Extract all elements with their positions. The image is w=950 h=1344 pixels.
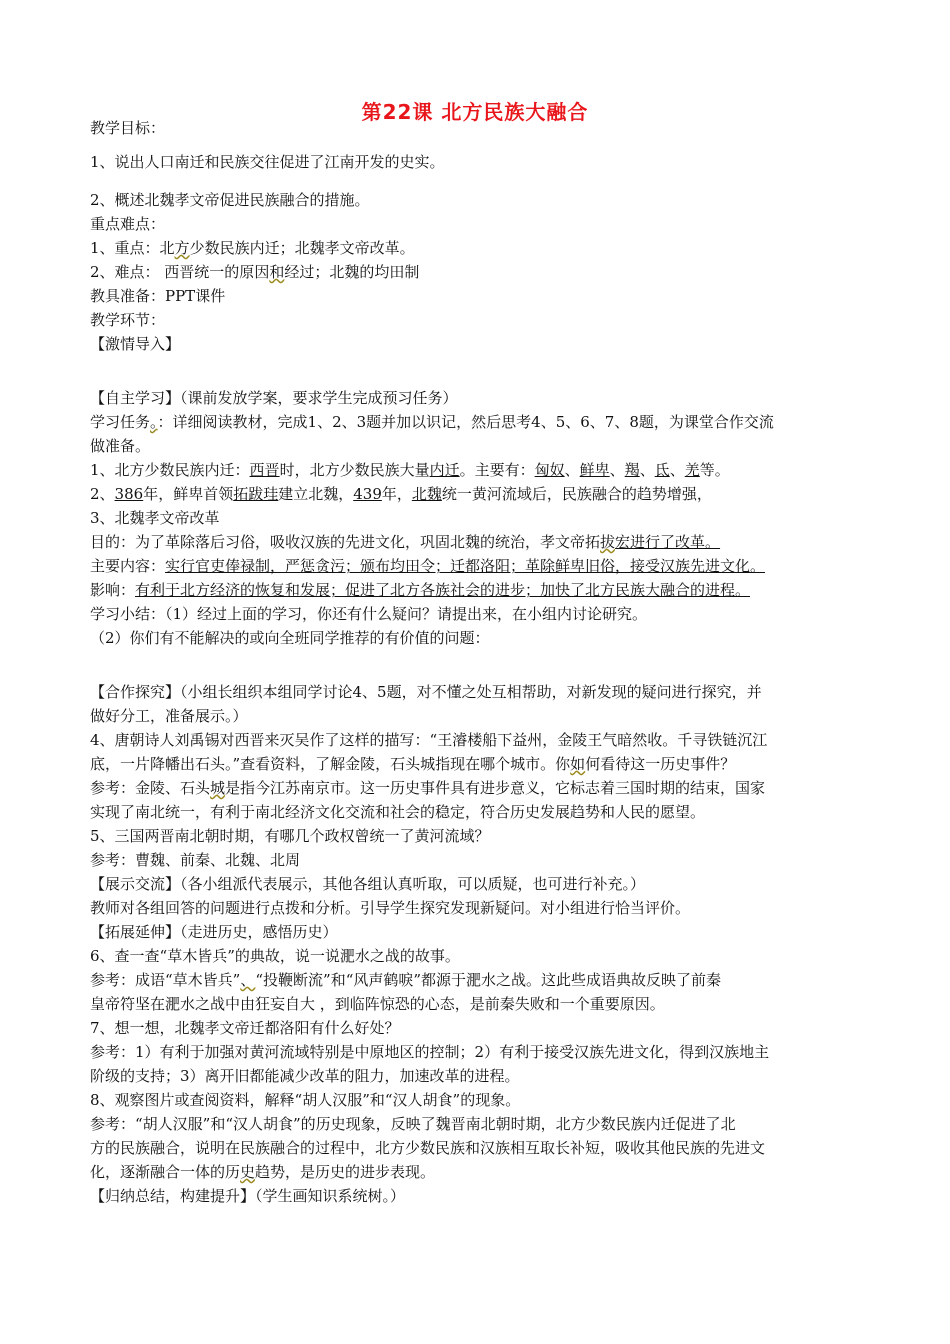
text-line xyxy=(90,506,880,530)
text-line xyxy=(90,332,880,356)
text-segment: 时，北方少数民族大量 xyxy=(279,461,430,479)
text-line xyxy=(90,530,880,554)
text-segment: 、 xyxy=(609,461,625,479)
text-segment: 2、难点： 西晋统一的原因 xyxy=(90,263,270,281)
text-segment: 方 xyxy=(174,239,190,257)
text-segment: 宏进行了改革。 xyxy=(615,533,721,551)
text-line xyxy=(90,1088,880,1112)
text-segment: 4、唐朝诗人刘禹锡对西晋来灭吴作了这样的描写：“王濬楼船下益州，金陵王气暗然收。千寻铁链沉江 xyxy=(90,731,768,749)
text-segment: 2、概述北魏孝文帝促进民族融合的措施。 xyxy=(90,191,370,209)
text-line xyxy=(90,680,880,704)
text-segment: 等。 xyxy=(699,461,730,479)
text-segment: 实行官吏俸禄制，严惩贪污；颁布均田令；迁都洛阳；革除鲜卑旧俗，接受汉族先进文化。 xyxy=(165,557,766,575)
text-line xyxy=(90,284,880,308)
text-segment: 鲜卑 xyxy=(579,461,610,479)
text-line xyxy=(90,482,880,506)
text-line xyxy=(90,1016,880,1040)
text-segment: 参考：金陵、石头 xyxy=(90,779,211,797)
text-segment: 386 xyxy=(114,485,144,503)
text-segment: 7、想一想，北魏孝文帝迁都洛阳有什么好处？ xyxy=(90,1019,400,1037)
text-segment: 化，逐渐融合一体的历 xyxy=(90,1163,241,1181)
text-line xyxy=(90,1136,880,1160)
text-segment: 影响： xyxy=(90,581,136,599)
text-line xyxy=(90,704,880,728)
text-segment: 。 xyxy=(150,413,158,431)
text-line xyxy=(90,188,880,212)
text-segment: 8、观察图片或查阅资料，解释“胡人汉服”和“汉人胡食”的现象。 xyxy=(90,1091,521,1109)
text-segment: 阶级的支持；3）离开旧都能减少改革的阻力，加速改革的进程。 xyxy=(90,1067,520,1085)
text-segment: 城 xyxy=(210,779,226,797)
text-segment: 和 xyxy=(269,263,285,281)
text-segment: 参考：成语“草木皆兵” xyxy=(90,971,241,989)
text-segment: 羌 xyxy=(684,461,700,479)
text-line xyxy=(90,308,880,332)
text-segment: ：详细阅读教材，完成1、2、3题并加以识记，然后思考4、5、6、7、8题，为课堂合作交流 xyxy=(157,413,774,431)
text-segment: 教学目标： xyxy=(90,119,166,137)
text-segment: 、 xyxy=(669,461,685,479)
text-segment: 2、 xyxy=(90,485,115,503)
text-segment: 1、说出人口南迁和民族交往促进了江南开发的史实。 xyxy=(90,153,445,171)
text-segment: 羯 xyxy=(624,461,640,479)
text-segment: 经过；北魏的均田制 xyxy=(284,263,420,281)
text-segment: 实现了南北统一，有利于南北经济文化交流和社会的稳定，符合历史发展趋势和人民的愿望。 xyxy=(90,803,706,821)
text-segment: 5、三国两晋南北朝时期，有哪几个政权曾统一了黄河流域？ xyxy=(90,827,490,845)
text-line xyxy=(90,800,880,824)
text-segment: 439 xyxy=(353,485,382,503)
text-segment: 主要内容： xyxy=(90,557,166,575)
text-line xyxy=(90,920,880,944)
text-segment: 有利于北方经济的恢复和发展；促进了北方各族社会的进步；加快了北方民族大融合的进程。 xyxy=(135,581,751,599)
text-line xyxy=(90,410,880,434)
text-segment: 做好分工，准备展示。） xyxy=(90,707,248,725)
text-segment: 教具准备：PPT课件 xyxy=(90,287,226,305)
text-line xyxy=(90,116,880,140)
text-segment: 、 xyxy=(639,461,655,479)
text-segment: 年， xyxy=(381,485,412,503)
text-segment: 【展示交流】（各小组派代表展示，其他各组认真听取，可以质疑，也可进行补充。） xyxy=(90,875,646,893)
text-segment: 为了革除落后习俗，吸收汉族的先进文化，巩固北魏的统治，孝文帝拓 xyxy=(135,533,601,551)
text-line xyxy=(90,992,880,1016)
text-line xyxy=(90,968,880,992)
text-line xyxy=(90,896,880,920)
text-segment: 拔 xyxy=(600,533,616,551)
text-line xyxy=(90,626,880,650)
text-line xyxy=(90,728,880,752)
text-segment: 。主要有： xyxy=(459,461,535,479)
text-line xyxy=(90,824,880,848)
text-segment: 教学环节： xyxy=(90,311,166,329)
text-segment: 年，鲜卑首领 xyxy=(143,485,234,503)
text-line xyxy=(90,458,880,482)
text-segment: 参考：曹魏、前秦、北魏、北周 xyxy=(90,851,301,869)
text-segment: 何看待这一历史事件？ xyxy=(585,755,736,773)
text-line xyxy=(90,1184,880,1208)
text-line xyxy=(90,848,880,872)
text-segment: 皇帝符坚在淝水之战中由狂妄自大 ，到临阵惊恐的心态，是前秦失败和一个重要原因。 xyxy=(90,995,665,1013)
text-segment: 1、北方少数民族内迁： xyxy=(90,461,250,479)
text-segment: 统一黄河流域后，民族融合的趋势增强， xyxy=(441,485,712,503)
text-line xyxy=(90,236,880,260)
text-line xyxy=(90,434,880,458)
text-segment: 、 xyxy=(240,971,256,989)
lesson-title: 第22课 北方民族大融合 xyxy=(361,100,589,124)
text-line xyxy=(90,752,880,776)
text-segment: 1、重点：北 xyxy=(90,239,175,257)
text-segment: （2）你们有不能解决的或向全班同学推荐的有价值的问题： xyxy=(90,629,490,647)
text-line xyxy=(90,776,880,800)
text-segment: 是指今江苏南京市。这一历史事件具有进步意义，它标志着三国时期的结束，国家 xyxy=(225,779,766,797)
text-line xyxy=(90,150,880,174)
text-segment: 【拓展延伸】（走进历史，感悟历史） xyxy=(90,923,338,941)
text-segment: 【激情导入】 xyxy=(90,335,181,353)
text-segment: 【自主学习】（课前发放学案，要求学生完成预习任务） xyxy=(90,389,458,407)
text-line xyxy=(90,872,880,896)
text-segment: 学习任务 xyxy=(90,413,151,431)
text-segment: 6、查一查“草木皆兵”的典故，说一说淝水之战的故事。 xyxy=(90,947,460,965)
text-segment: 教师对各组回答的问题进行点拨和分析。引导学生探究发现新疑问。对小组进行恰当评价。 xyxy=(90,899,691,917)
text-segment: 方的民族融合，说明在民族融合的过程中，北方少数民族和汉族相互取长补短，吸收其他民族的先进文 xyxy=(90,1139,766,1157)
text-segment: 史 xyxy=(240,1163,256,1181)
text-line xyxy=(90,1064,880,1088)
text-segment: 西晋 xyxy=(249,461,280,479)
text-segment: 趋势，是历史的进步表现。 xyxy=(255,1163,436,1181)
text-segment: 匈奴 xyxy=(534,461,565,479)
text-segment: 如 xyxy=(570,755,586,773)
text-line xyxy=(90,386,880,410)
text-segment: 底，一片降幡出石头。”查看资料，了解金陵，石头城指现在哪个城市。你 xyxy=(90,755,571,773)
text-segment: 学习小结：（1）经过上面的学习，你还有什么疑问？请提出来，在小组内讨论研究。 xyxy=(90,605,648,623)
text-segment: 内迁 xyxy=(429,461,460,479)
text-line xyxy=(90,1160,880,1184)
text-segment: 氐 xyxy=(654,461,670,479)
text-segment: 目的： xyxy=(90,533,136,551)
text-segment: 做准备。 xyxy=(90,437,151,455)
text-segment: 重点难点： xyxy=(90,215,166,233)
text-segment: 拓跋珪 xyxy=(233,485,279,503)
text-segment: 北魏 xyxy=(411,485,442,503)
text-segment: “投鞭断流”和“风声鹤唳”都源于淝水之战。这此些成语典故反映了前秦 xyxy=(255,971,722,989)
text-segment: 参考：“胡人汉服”和“汉人胡食”的历史现象，反映了魏晋南北朝时期，北方少数民族内迁促进了北 xyxy=(90,1115,736,1133)
text-line xyxy=(90,554,880,578)
text-segment: 参考：1）有利于加强对黄河流域特别是中原地区的控制；2）有利于接受汉族先进文化，得到汉族地主 xyxy=(90,1043,770,1061)
text-line xyxy=(90,602,880,626)
text-segment: 【合作探究】（小组长组织本组同学讨论4、5题，对不懂之处互相帮助，对新发现的疑问进行探究，并 xyxy=(90,683,762,701)
text-line xyxy=(90,944,880,968)
text-segment: 3、北魏孝文帝改革 xyxy=(90,509,220,527)
text-segment: 、 xyxy=(564,461,580,479)
text-segment: 【归纳总结，构建提升】（学生画知识系统树。） xyxy=(90,1187,406,1205)
text-line xyxy=(90,578,880,602)
text-line xyxy=(90,212,880,236)
text-segment: 少数民族内迁；北魏孝文帝改革。 xyxy=(189,239,415,257)
text-line xyxy=(90,1040,880,1064)
text-line xyxy=(90,1112,880,1136)
text-line xyxy=(90,260,880,284)
text-segment: 建立北魏， xyxy=(278,485,354,503)
